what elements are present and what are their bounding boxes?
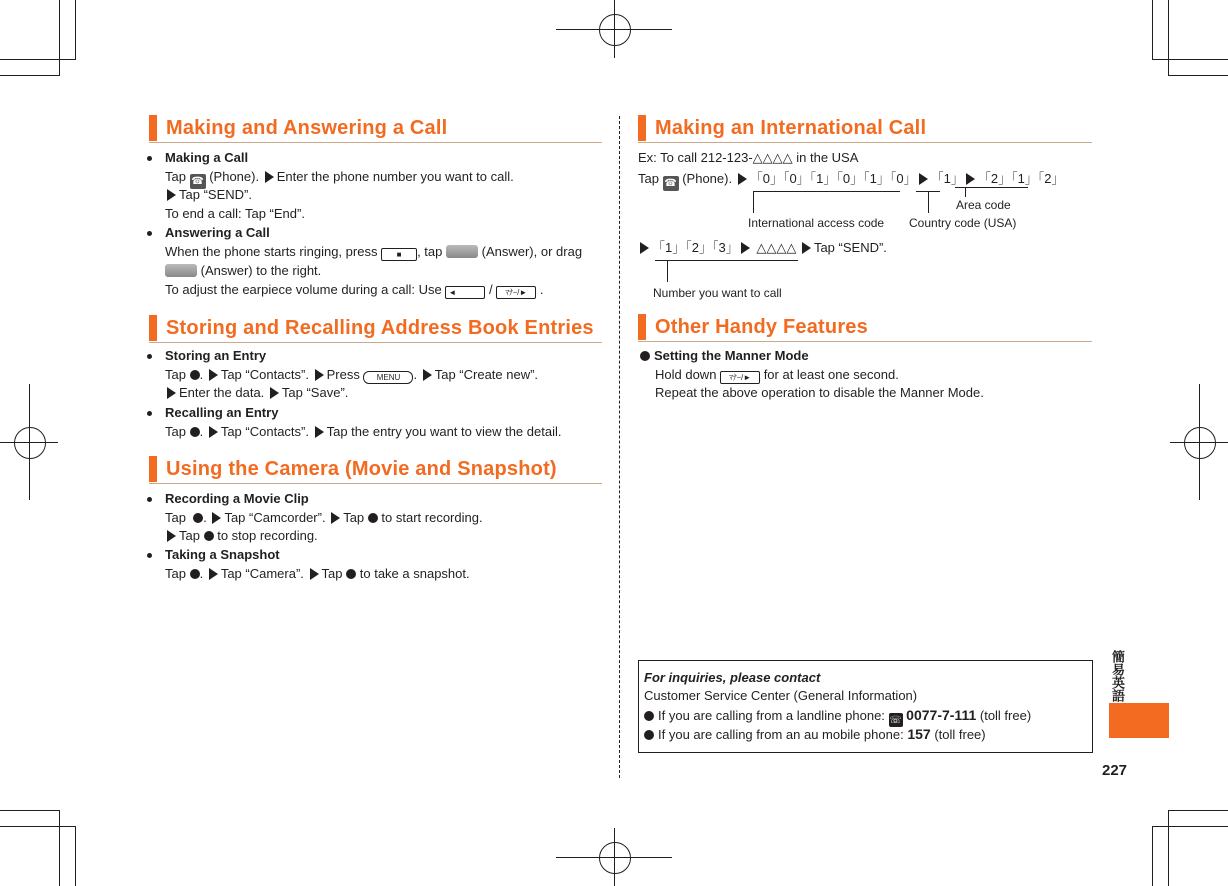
arrow-right-icon — [741, 242, 750, 254]
text: (Phone). — [682, 171, 733, 186]
arrow-right-icon — [209, 568, 218, 580]
text: Tap “Contacts”. — [220, 424, 309, 439]
text: If you are calling from an au mobile phone: — [658, 727, 904, 742]
text: . — [539, 282, 544, 297]
access-code-digits: 「0」「0」「1」「0」「1」「0」 — [749, 171, 917, 186]
text: Tap “SEND”. — [813, 240, 887, 255]
international-example: Ex: To call 212-123-△△△△ in the USA — [638, 150, 859, 165]
bullet-icon — [147, 231, 152, 236]
apps-key-icon — [190, 569, 200, 579]
apps-key-icon — [190, 370, 200, 380]
text: Tap “Contacts”. — [220, 367, 309, 382]
text: Enter the data. — [179, 385, 265, 400]
text: , tap — [417, 244, 443, 259]
stop-icon — [204, 531, 214, 541]
bullet-icon — [147, 354, 152, 359]
section-heading-storing — [149, 314, 602, 343]
mobile-number: 157 — [907, 726, 931, 742]
text: Tap the entry you want to view the detail. — [326, 424, 562, 439]
arrow-right-icon — [310, 568, 319, 580]
free-dial-icon: ☏ — [889, 715, 902, 726]
heading-accent-bar — [638, 115, 646, 141]
text: / — [489, 282, 493, 297]
arrow-right-icon — [331, 512, 340, 524]
text: (toll free) — [979, 708, 1032, 723]
country-code-leader — [928, 191, 929, 213]
arrow-right-icon — [315, 426, 324, 438]
landline-number: 0077-7-111 — [906, 707, 977, 723]
text: Tap — [165, 510, 186, 525]
text: To adjust the earpiece volume during a call: Use — [165, 282, 442, 297]
heading-accent-bar — [149, 456, 157, 482]
section-title: Other Handy Features — [655, 315, 868, 338]
text: Tap — [321, 566, 343, 581]
storing-step-1: Tap . Tap “Contacts”. Press MENU . Tap “Create new”. — [165, 367, 539, 382]
section-title: Making and Answering a Call — [166, 116, 448, 139]
movie-step-2 — [165, 527, 318, 545]
volume-down-key-icon: ◄ — [445, 286, 485, 299]
label-number: Number you want to call — [653, 286, 782, 300]
text: If you are calling from a landline phone: — [658, 708, 885, 723]
label-country-code: Country code (USA) — [909, 216, 1017, 230]
column-divider — [619, 116, 620, 778]
text: Tap “Create new”. — [434, 367, 539, 382]
answering-step-1 — [165, 243, 582, 261]
text: (Answer) to the right. — [200, 263, 322, 278]
bullet-icon — [147, 411, 152, 416]
answering-volume — [165, 281, 544, 299]
inquiry-box — [638, 660, 1093, 753]
text: to stop recording. — [217, 528, 318, 543]
side-tab — [1109, 703, 1169, 738]
text: Tap — [638, 171, 659, 186]
text: Tap “Camcorder”. — [224, 510, 326, 525]
storing-step-2 — [165, 384, 348, 402]
subheading-storing-entry: Storing an Entry — [165, 348, 267, 363]
section-heading-handy — [638, 313, 1092, 342]
arrow-right-icon — [315, 369, 324, 381]
menu-key-icon: MENU — [363, 371, 413, 384]
subheading-recalling-entry: Recalling an Entry — [165, 405, 279, 420]
text: (toll free) — [934, 727, 986, 742]
text: 簡易英語 — [1110, 650, 1125, 702]
number-placeholder: △△△△ — [756, 240, 797, 255]
answering-step-2 — [165, 262, 321, 280]
record-icon — [368, 513, 378, 523]
answer-slider-icon — [165, 264, 197, 277]
manner-key-icon: ﾏﾅｰ/► — [720, 371, 760, 384]
access-code-underline — [754, 191, 900, 192]
section-heading-making-answering — [149, 114, 602, 143]
number-leader — [667, 260, 668, 282]
international-sequence-2 — [638, 239, 887, 257]
arrow-right-icon — [167, 530, 176, 542]
text: (Phone). — [209, 169, 260, 184]
answer-button-icon — [446, 245, 478, 258]
arrow-right-icon — [919, 173, 928, 185]
camera-key-icon: ■ — [381, 248, 417, 261]
heading-accent-bar — [149, 115, 157, 141]
arrow-right-icon — [640, 242, 649, 254]
phone-icon: ☎ — [191, 176, 204, 187]
arrow-right-icon — [167, 387, 176, 399]
recalling-step-1: Tap . Tap “Contacts”. Tap the entry you want to view the detail. — [165, 424, 562, 439]
phone-icon: ☎ — [664, 178, 677, 189]
bullet-icon — [147, 553, 152, 558]
inquiry-center: Customer Service Center (General Information) — [644, 688, 918, 703]
making-call-end: To end a call: Tap “End”. — [165, 206, 305, 221]
text: for at least one second. — [763, 367, 899, 382]
apps-key-icon — [193, 513, 203, 523]
bullet-icon — [640, 351, 650, 361]
subheading-making-call: Making a Call — [165, 150, 249, 165]
making-call-step-2 — [165, 186, 252, 204]
subheading-snapshot: Taking a Snapshot — [165, 547, 280, 562]
arrow-right-icon — [270, 387, 279, 399]
text: Tap “Camera”. — [220, 566, 304, 581]
text: Tap “SEND”. — [179, 187, 252, 202]
access-code-leader — [753, 191, 754, 213]
label-area-code: Area code — [956, 198, 1011, 212]
text: Tap — [179, 528, 200, 543]
label-access-code: International access code — [748, 216, 885, 230]
side-tab-label — [1108, 650, 1126, 705]
arrow-right-icon — [209, 369, 218, 381]
bullet-icon — [147, 156, 152, 161]
arrow-right-icon — [966, 173, 975, 185]
text: Setting the Manner Mode — [654, 348, 809, 363]
section-title: Storing and Recalling Address Book Entries — [166, 316, 594, 339]
bullet-icon — [147, 497, 152, 502]
text: to take a snapshot. — [359, 566, 470, 581]
section-title: Using the Camera (Movie and Snapshot) — [166, 457, 557, 480]
text: (Answer), or drag — [481, 244, 583, 259]
snapshot-step-1: Tap . Tap “Camera”. Tap to take a snapshot. — [165, 566, 470, 581]
text: Tap — [343, 510, 365, 525]
text: Tap — [165, 566, 186, 581]
text: Tap — [165, 169, 186, 184]
manner-step-1 — [655, 366, 899, 384]
heading-accent-bar — [638, 314, 646, 340]
text: to start recording. — [381, 510, 483, 525]
text: Enter the phone number you want to call. — [276, 169, 514, 184]
arrow-right-icon — [209, 426, 218, 438]
arrow-right-icon — [423, 369, 432, 381]
text: When the phone starts ringing, press — [165, 244, 378, 259]
text: Tap — [165, 367, 186, 382]
inquiry-mobile — [644, 725, 986, 744]
subheading-manner-mode — [640, 347, 809, 365]
arrow-right-icon — [212, 512, 221, 524]
apps-key-icon — [190, 427, 200, 437]
text: Tap “Save”. — [281, 385, 349, 400]
subheading-answering-call: Answering a Call — [165, 225, 270, 240]
text: Tap — [165, 424, 186, 439]
number-digits: 「1」「2」「3」 — [652, 240, 739, 255]
section-title: Making an International Call — [655, 116, 927, 139]
area-code-digits: 「2」「1」「2」 — [977, 171, 1065, 186]
arrow-right-icon — [265, 171, 274, 183]
number-underline — [655, 260, 798, 261]
text: . — [413, 367, 418, 382]
manner-key-icon: ﾏﾅｰ/► — [496, 286, 536, 299]
inquiry-landline — [644, 706, 1031, 727]
text: Hold down — [655, 367, 717, 382]
text: Press — [326, 367, 360, 382]
page-number: 227 — [1102, 762, 1128, 779]
arrow-right-icon — [738, 173, 747, 185]
country-code-digits: 「1」 — [930, 171, 964, 186]
section-heading-international — [638, 114, 1092, 143]
inquiry-title: For inquiries, please contact — [644, 670, 821, 685]
manner-step-2: Repeat the above operation to disable the Manner Mode. — [655, 385, 984, 400]
heading-accent-bar — [149, 315, 157, 341]
movie-step-1: Tap . Tap “Camcorder”. Tap to start recording. — [165, 510, 483, 525]
section-heading-camera — [149, 455, 602, 484]
subheading-movie: Recording a Movie Clip — [165, 491, 309, 506]
bullet-icon — [644, 711, 654, 721]
shutter-icon — [346, 569, 356, 579]
bullet-icon — [644, 730, 654, 740]
arrow-right-icon — [167, 189, 176, 201]
arrow-right-icon — [802, 242, 811, 254]
